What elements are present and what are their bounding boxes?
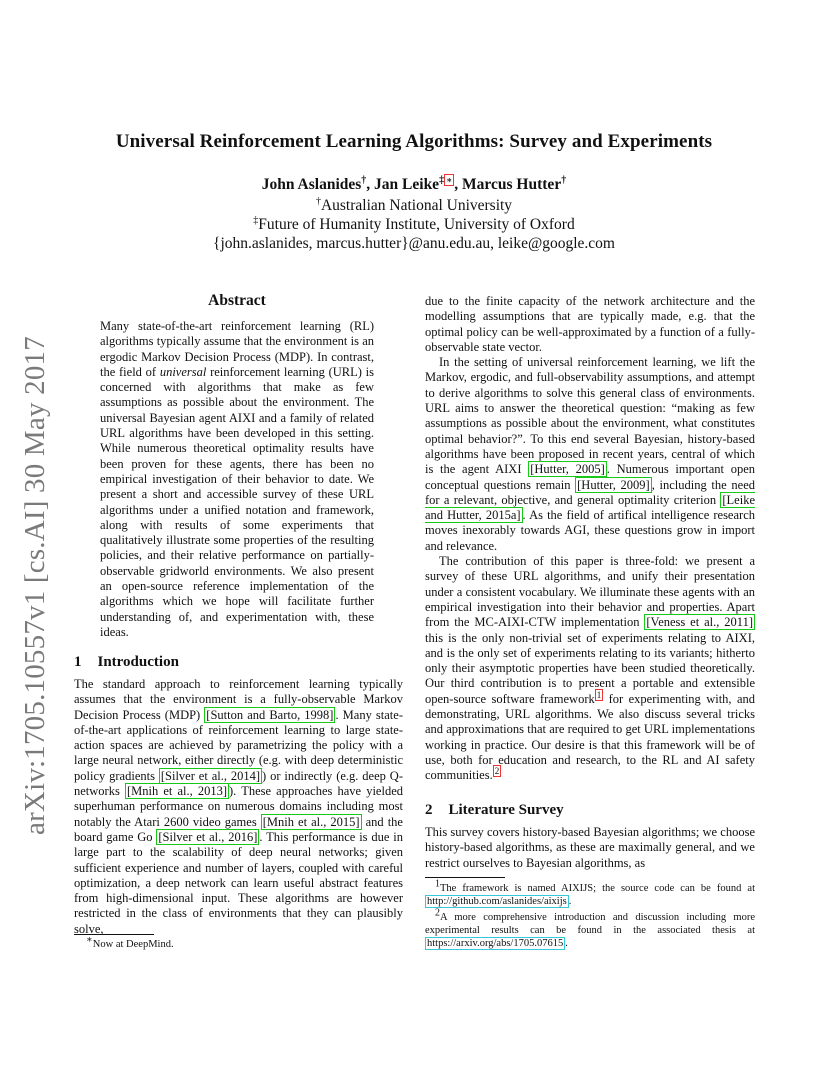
section-number: 2 [425, 802, 433, 818]
paragraph [425, 554, 755, 783]
intro-text: . This performance is due in large part to the scalability of deep neural networks; given sufficient experience and number of layers, coupled with careful optimization, a deep network can learn useful abstract features from high-dimensional input. These algorithms are however restricted in the class of environments that they can plausibly solve, [74, 829, 403, 936]
footnote-url-link[interactable]: http://github.com/aslanides/aixijs [427, 896, 567, 907]
citation-link[interactable]: [Veness et al., 2011] [646, 615, 753, 630]
abstract-emphasis: universal [159, 364, 207, 379]
paragraph [425, 355, 755, 554]
footnote-deepmind [86, 934, 386, 951]
intro-text: ) or indirectly (e.g. deep Q-networks [74, 768, 403, 799]
body-text: The contribution of this paper is three-fold: we present a survey of these URL algorithms, and unify their presentation under a consistent vocabulary. We illuminate these agents with an empirical investigation into their behavior and properties. Apart from the MC-AIXI-CTW implementation [425, 554, 755, 630]
affil-mark: † [315, 195, 321, 207]
body-text: . Numerous important open conceptual questions remain [425, 462, 755, 492]
abstract-body [100, 319, 374, 640]
footnote-mark: 2 [435, 907, 440, 919]
footnote-text: A more comprehensive introduction and discussion including more experimental results can be found in the associated thesis at [425, 912, 755, 936]
author-line: John Aslanides†, Jan Leike‡ ∗ , Marcus Hutter† [261, 174, 567, 193]
abstract-heading: Abstract [208, 292, 266, 309]
author-mark: ‡ [439, 174, 445, 186]
intro-text: and the board game Go [74, 814, 403, 844]
body-text: In the setting of universal reinforcement learning, we lift the Markov, ergodic, and full-observability assumptions, and attempt to derive algorithms to solve this general class of environments. URL aims to answer the theoretical question: “making as few assumptions as possible about the environment, what constitutes optimal behavior?”. To this end several Bayesian, history-based algorithms have been proposed in recent years, central of which is the agent AIXI [425, 355, 755, 477]
footnote-1 [425, 878, 755, 908]
section-number: 1 [74, 654, 82, 670]
citation-link[interactable]: [Sutton and Barto, 1998] [206, 707, 334, 722]
footnote-text: The framework is named AIXIJS; the source code can be found at [440, 883, 755, 894]
affil-text: Australian National University [320, 197, 513, 214]
author-emails: {john.aslanides, marcus.hutter}@anu.edu.au, leike@google.com [213, 235, 615, 252]
right-column-body [425, 294, 755, 784]
arxiv-stamp: arXiv:1705.10557v1 [cs.AI] 30 May 2017 [19, 336, 51, 835]
intro-body [74, 677, 403, 937]
author-mark: † [561, 174, 567, 186]
citation-link[interactable]: [Silver et al., 2016] [158, 829, 258, 844]
affiliation-fhi [0, 215, 828, 235]
affil-mark: ‡ [253, 214, 259, 226]
footnote-ref-1[interactable]: 1 [596, 689, 602, 700]
footnote-2 [425, 907, 755, 950]
section-1-heading [74, 654, 179, 671]
author-hutter: Marcus Hutter [462, 176, 562, 193]
intro-text: . Many state-of-the-art applications of reinforcement learning to large state-action spaces are achieved by parametrizing the policy with a large neural network, either directly (e.g. with deep deterministic policy gradients [74, 707, 403, 783]
footnote-text: Now at DeepMind. [92, 939, 174, 950]
citation-link[interactable]: [Silver et al., 2014] [160, 768, 261, 783]
footnote-ref-2[interactable]: 2 [494, 766, 500, 777]
abstract-text: reinforcement learning (URL) is concerned with algorithms that make as few assumptions as possible about the environment. The universal Bayesian agent AIXI and a family of related URL algorithms have been developed in this setting. While numerous theoretical optimality results have been proven for these agents, there has been no empirical investigation of their behavior to date. We present a short and accessible survey of these URL algorithms under a unified notation and framework, along with results of some experiments that qualitatively illustrate some properties of the resulting policies, and their relative performance on partially-observable gridworld environments. We also present an open-source reference implementation of the algorithms which we hope will facilitate further understanding of, and experimentation with, these ideas. [100, 364, 375, 639]
body-text: . As the field of artifical intelligence research moves inexorably towards AGI, these questions grow in import and relevance. [425, 508, 755, 553]
paper-title: Universal Reinforcement Learning Algorithms: Survey and Experiments [115, 131, 713, 152]
citation-link[interactable]: [Hutter, 2005] [530, 462, 605, 477]
section-title: Introduction [97, 654, 179, 670]
section-2-heading [425, 802, 564, 819]
author-aslanides: John Aslanides [261, 176, 362, 193]
body-text: , including the need for a relevant, objective, and general optimality criterion [425, 477, 755, 507]
literature-body: This survey covers history-based Bayesian algorithms; we choose history-based algorithms, as these are maximally general, and we restrict ourselves to Bayesian algorithms, as [425, 825, 755, 870]
citation-link[interactable]: [Mnih et al., 2015] [262, 814, 360, 829]
section-title: Literature Survey [448, 802, 564, 818]
footnote-url-link[interactable]: https://arxiv.org/abs/1705.07615 [427, 938, 564, 949]
intro-text: ). These approaches have yielded superhuman performance on numerous domains including most notably the Atari 2600 video games [74, 784, 403, 829]
abstract-text: Many state-of-the-art reinforcement learning (RL) algorithms typically assume that the environment is an ergodic Markov Decision Process (MDP). In contrast, the field of [100, 319, 374, 379]
intro-text: The standard approach to reinforcement learning typically assumes that the environment is a fully-observable Markov Decision Process (MDP) [74, 677, 403, 722]
author-leike: Jan Leike [374, 176, 440, 193]
affiliation-anu [0, 196, 828, 216]
affil-text: Future of Humanity Institute, University of Oxford [258, 216, 575, 233]
citation-link[interactable]: [Mnih et al., 2013] [126, 784, 228, 799]
footnote-ref-star[interactable]: ∗ [446, 174, 453, 185]
citation-link[interactable]: [Leike and Hutter, 2015a] [425, 492, 755, 523]
author-mark: † [361, 174, 367, 186]
footnote-text: . [568, 896, 572, 907]
body-text: for experimenting with, and demonstrating, URL algorithms. We also discuss several tricks and approximations that are required to get URL implementations working in practice. Our desire is that this framework will be of use, both for education and research, to the RL and AI safety communities. [425, 691, 755, 783]
footnote-mark: 1 [435, 878, 440, 890]
body-text: this is the only non-trivial set of experiments relating to AIXI, and is the only set of experiments relating to its variants; hitherto only their asymptotic properties have been studied theoretically. Our third contribution is to present a portable and extensible open-source software framework [425, 630, 755, 706]
citation-link[interactable]: [Hutter, 2009] [577, 477, 650, 492]
footnote-mark: ∗ [86, 934, 93, 946]
footnote-text: . [565, 938, 568, 949]
paragraph: due to the finite capacity of the network architecture and the modelling assumptions that are typically made, e.g. that the optimal policy can be well-approximated by a function of a fully-observable state vector. [425, 294, 755, 354]
